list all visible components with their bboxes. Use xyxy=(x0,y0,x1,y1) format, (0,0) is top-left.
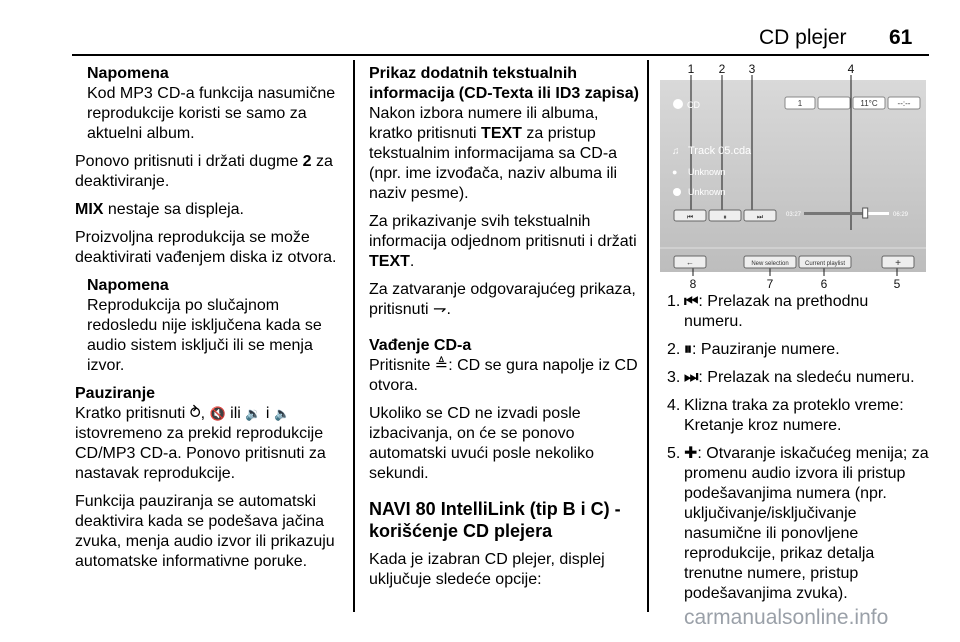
note-body: Reprodukcija po slučajnom redosledu nije isključena kada se audio sistem isključi ili se menja izvor. xyxy=(87,297,322,374)
list-item: 2. ⏸: Pauziranje numere. xyxy=(667,341,840,358)
note-title: Napomena xyxy=(87,277,169,294)
column-1 xyxy=(75,64,345,580)
music-note-icon: ♫ xyxy=(672,146,680,157)
svg-text:--:--: --:-- xyxy=(897,99,911,108)
list-item: 4. Klizna traka za proteklo vreme: Kretanje kroz numere. xyxy=(667,397,904,434)
paragraph-text-long: Za prikazivanje svih tekstualnih informacija odjednom pritisnuti i držati TEXT. xyxy=(369,213,637,270)
section-title-navi80: NAVI 80 IntelliLink (tip B i C) - korišćenje CD plejera xyxy=(369,499,621,541)
album-icon xyxy=(673,188,681,196)
callout-2: 2 xyxy=(718,62,726,76)
source-cd-icon xyxy=(673,99,683,109)
svg-text:11°C: 11°C xyxy=(860,99,878,108)
callout-5: 5 xyxy=(893,277,901,290)
paragraph-deactivate: Ponovo pritisnuti i držati dugme 2 za deaktiviranje. xyxy=(75,153,333,190)
pause-icon: ⏸ xyxy=(723,214,727,221)
paragraph-eject-deactivate: Proizvoljna reprodukcija se može deaktivirati vađenjem diska iz otvora. xyxy=(75,229,337,266)
eject-icon: ≜ xyxy=(434,357,449,374)
callout-4: 4 xyxy=(847,62,855,76)
note-random-persist xyxy=(87,276,345,376)
screen-elapsed-time: 03:27 xyxy=(786,212,802,218)
column-3-list xyxy=(667,292,929,612)
paragraph-reinsert: Ukoliko se CD ne izvadi posle izbacivanja, on će se ponovo automatski uvući posle nekoliko sekundi. xyxy=(369,405,595,482)
volume-up-icon: 🔉 xyxy=(245,406,262,421)
next-track-icon: ⏭ xyxy=(684,369,699,386)
mute-icon: 🔇 xyxy=(209,406,226,421)
column-divider-1 xyxy=(353,60,355,612)
paragraph-eject: Pritisnite ≜: CD se gura napolje iz CD otvora. xyxy=(369,357,638,394)
paragraph-pause-auto: Funkcija pauziranja se automatski deaktivira kada se podešava jačina zvuka, menja audio izvor ili prikazuju automatske informativne poruke. xyxy=(75,493,335,570)
screen-progress-knob xyxy=(863,208,868,218)
next-icon: ⏭ xyxy=(756,214,764,221)
pause-track-icon: ⏸ xyxy=(684,341,693,358)
paragraph-close-display: Za zatvaranje odgovarajućeg prikaza, pritisnuti ⇁. xyxy=(369,281,636,318)
screen-artist-name: Unknown xyxy=(688,167,726,177)
section-title-pause: Pauziranje xyxy=(75,385,156,402)
callout-6: 6 xyxy=(820,277,828,290)
page-header-title: CD plejer xyxy=(759,26,847,49)
paragraph-pause-how: Kratko pritisnuti ⥁, 🔇 ili 🔉 i 🔈 istovremeno za prekid reprodukcije CD/MP3 CD-a. Ponovo pritisnuti za nastavak reprodukcije. xyxy=(75,405,326,482)
cd-player-screen-illustration xyxy=(660,62,926,290)
paragraph-text-short: Nakon izbora numere ili albuma, kratko pritisnuti TEXT za pristup tekstualnim informacijama sa CD-a (npr. ime izvođača, naziv albuma ili naziv pesme). xyxy=(369,105,618,202)
header-rule xyxy=(72,54,929,56)
note-body: Kod MP3 CD-a funkcija nasumične reprodukcije koristi se samo za aktuelni album. xyxy=(87,85,336,142)
list-item: 5. ✚: Otvaranje iskačućeg menija; za promenu audio izvora ili pristup podešavanjima numera (npr. uključivanje/isključivanje nasumične ili ponovljene reprodukcije, prikaz detalja trenutne numere, pristup podešavanjima zvuka). xyxy=(667,445,929,602)
previous-track-icon: ⏮ xyxy=(684,293,699,310)
callout-7: 7 xyxy=(766,277,774,290)
screen-album-name: Unknown xyxy=(688,187,726,197)
screen-repeat-box xyxy=(818,97,850,109)
paragraph-display-options: Kada je izabran CD plejer, displej uključuje sledeće opcije: xyxy=(369,551,605,588)
callout-8: 8 xyxy=(689,277,697,290)
column-2 xyxy=(369,64,641,598)
power-icon: ⥁ xyxy=(189,405,201,422)
svg-text:1: 1 xyxy=(797,99,803,108)
plus-icon: + xyxy=(895,258,901,269)
back-arrow-icon: ← xyxy=(686,258,694,267)
callout-1: 1 xyxy=(687,62,695,76)
screen-total-time: 06:29 xyxy=(893,212,909,218)
plus-menu-icon: ✚ xyxy=(684,445,698,462)
callout-3: 3 xyxy=(748,62,756,76)
note-title: Napomena xyxy=(87,65,169,82)
svg-text:New selection: New selection xyxy=(751,261,789,267)
artist-icon: ● xyxy=(672,167,678,177)
screen-track-name: Track 05.cda xyxy=(688,145,752,157)
note-random-mp3 xyxy=(87,64,345,144)
column-divider-2 xyxy=(647,60,649,612)
page-number: 61 xyxy=(889,26,913,49)
svg-text:Current playlist: Current playlist xyxy=(804,261,846,267)
section-title-cd-text: Prikaz dodatnih tekstualnih informacija (CD-Texta ili ID3 zapisa) xyxy=(369,65,639,102)
prev-icon: ⏮ xyxy=(686,214,694,221)
screen-progress-fill xyxy=(804,212,865,215)
screen-source-label: CD xyxy=(687,100,700,110)
list-item: 1. ⏮: Prelazak na prethodnu numeru. xyxy=(667,293,869,330)
volume-down-icon: 🔈 xyxy=(273,406,291,421)
list-item: 3. ⏭: Prelazak na sledeću numeru. xyxy=(667,369,915,386)
paragraph-mix: MIX nestaje sa displeja. xyxy=(75,201,244,218)
watermark: carmanualsonline.info xyxy=(684,606,889,629)
section-title-eject: Vađenje CD-a xyxy=(369,337,472,354)
back-icon: ⇁ xyxy=(433,301,447,318)
